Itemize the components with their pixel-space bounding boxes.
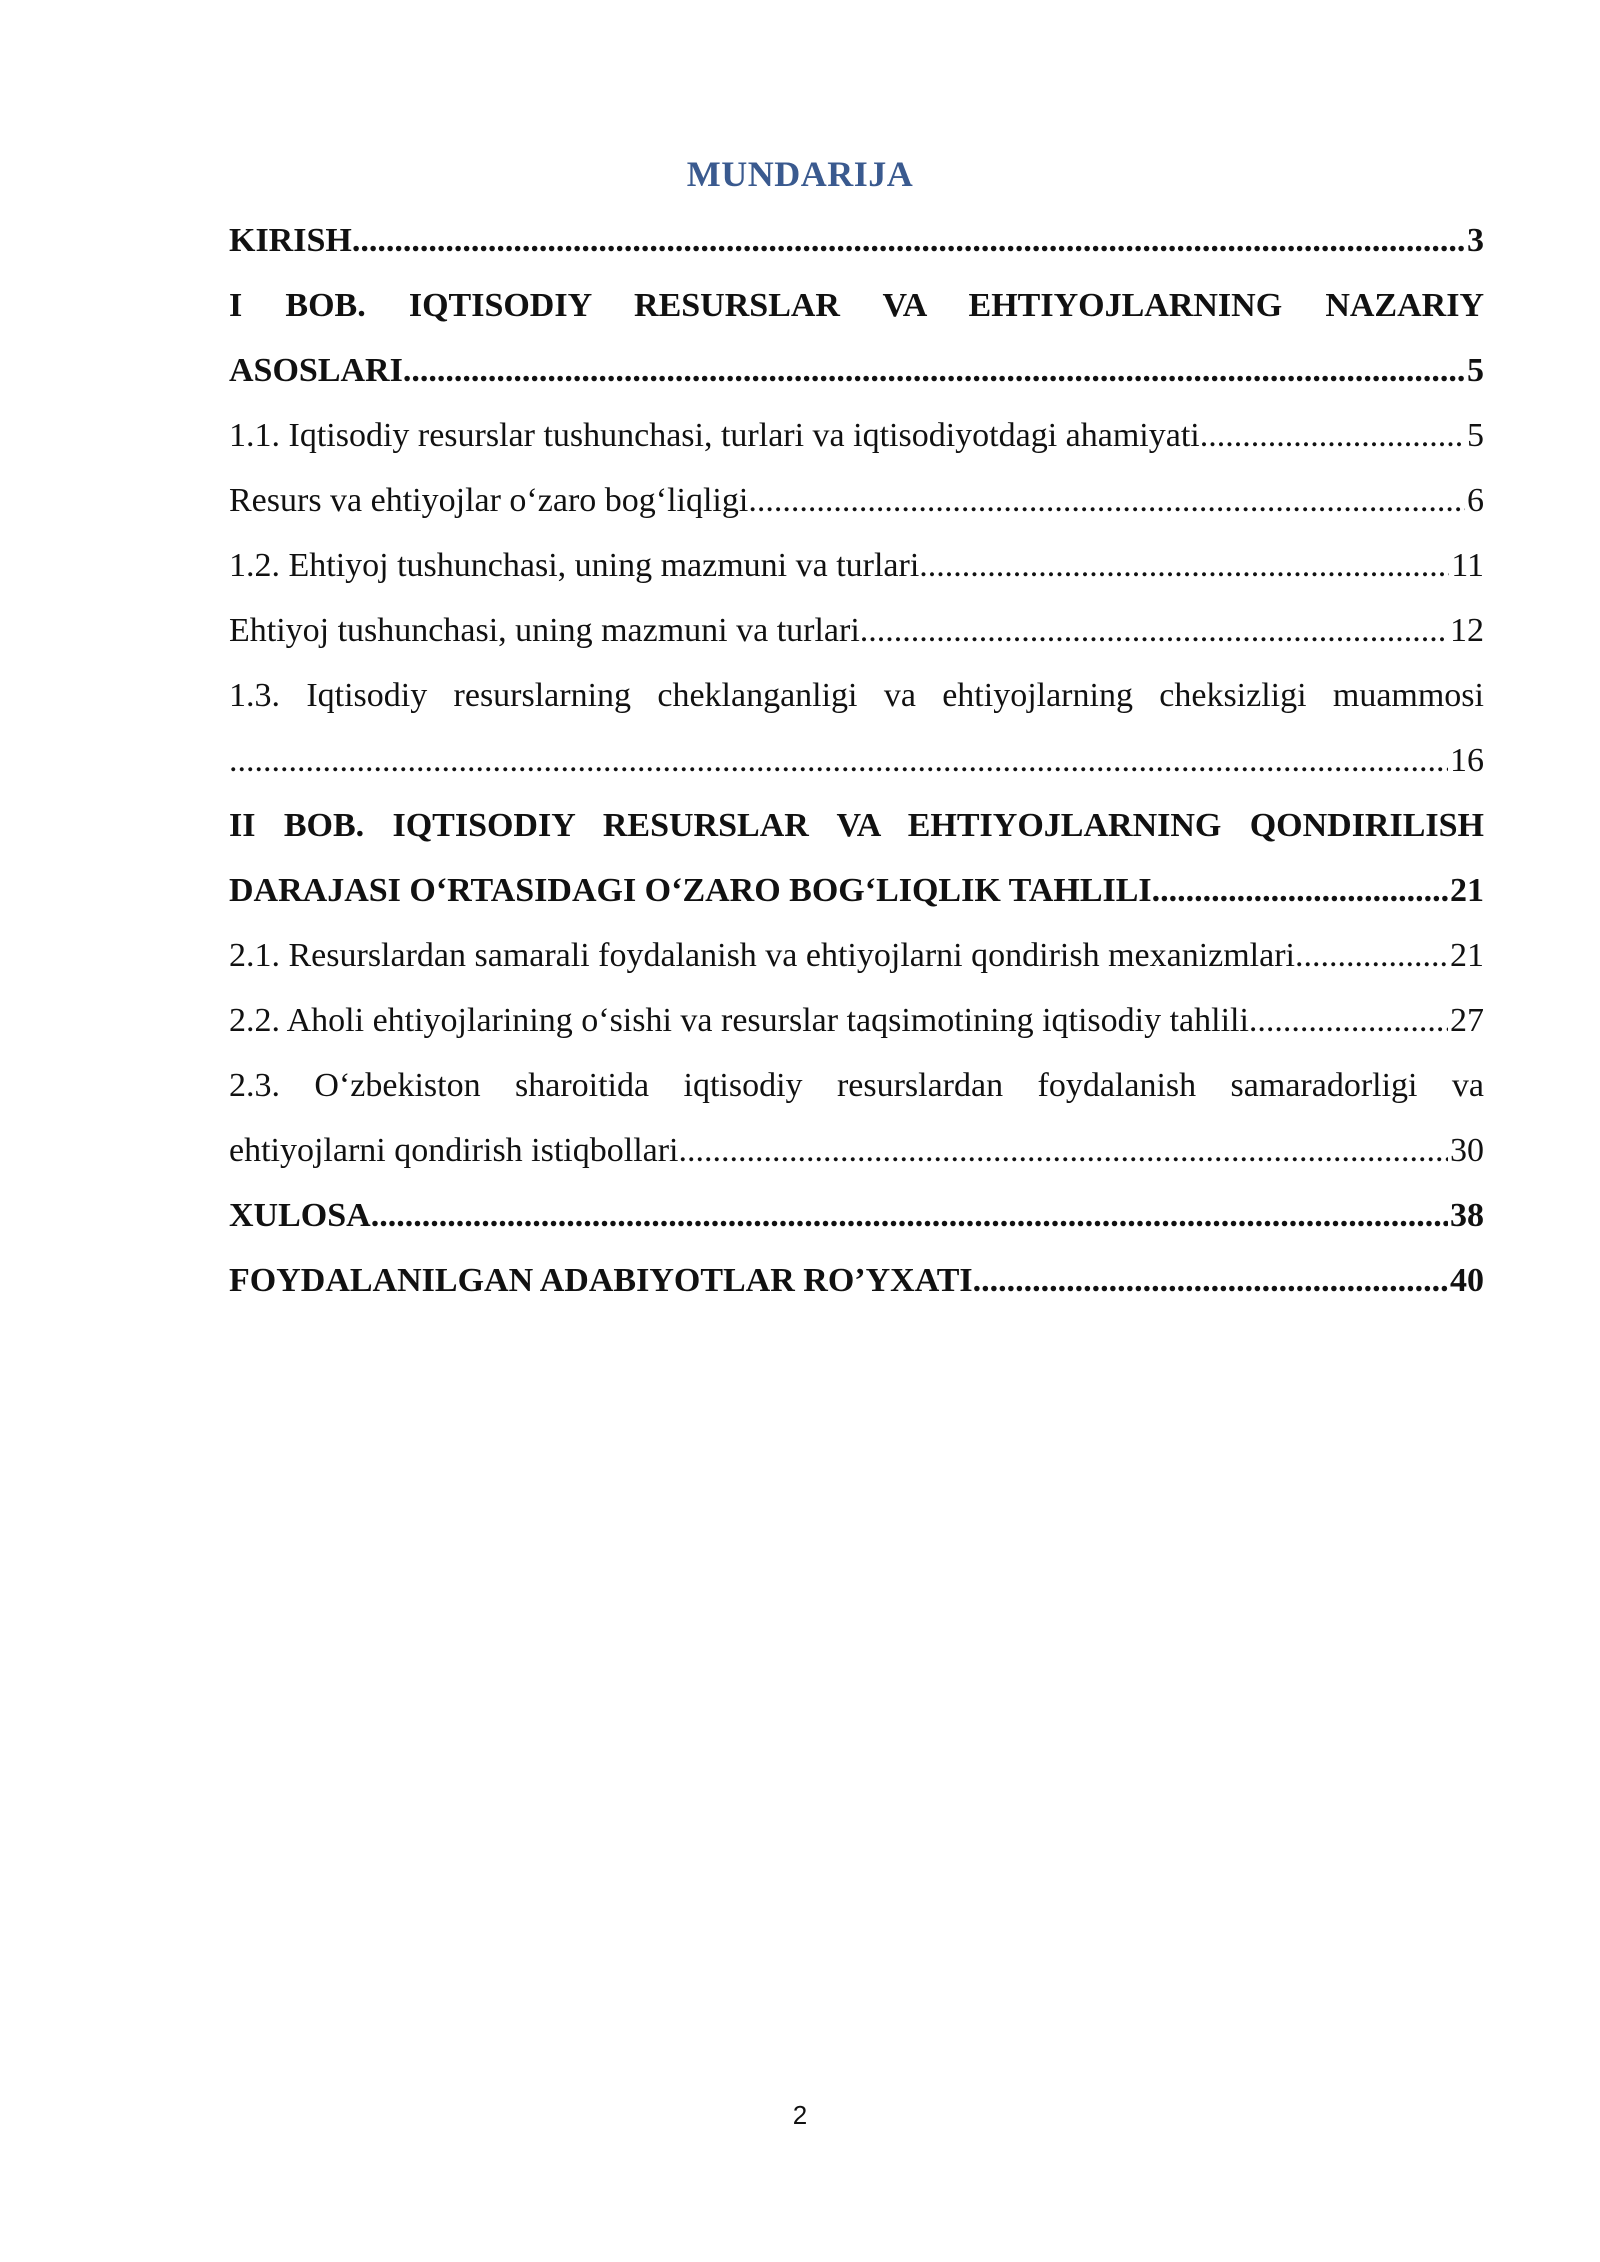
- toc-leader: [748, 468, 1465, 533]
- toc-entry-title: Resurs va ehtiyojlar o‘zaro bog‘liqligi: [229, 482, 749, 519]
- toc-entry[interactable]: [229, 208, 1484, 273]
- toc-entry-title: 2.3. O‘zbekiston sharoitida iqtisodiy resurslardan foydalanish samaradorligi va: [229, 1067, 1484, 1104]
- toc-entry-title: Ehtiyoj tushunchasi, uning mazmuni va turlari: [229, 612, 860, 649]
- toc-entry[interactable]: [229, 468, 1484, 533]
- page-number: 2: [792, 2100, 808, 2130]
- toc-entry-title: FOYDALANILGAN ADABIYOTLAR RO’YXATI: [229, 1262, 973, 1299]
- toc-entry[interactable]: [229, 598, 1484, 663]
- toc-entry-page: 21: [1450, 937, 1484, 974]
- toc-entry-page: 6: [1467, 482, 1484, 519]
- toc-leader: [371, 1183, 1448, 1248]
- toc-leader: [1152, 858, 1448, 923]
- toc-entry-title: II BOB. IQTISODIY RESURSLAR VA EHTIYOJLARNING QONDIRILISH: [229, 807, 1484, 844]
- toc-entry[interactable]: [229, 793, 1484, 858]
- toc-entry-title: 1.1. Iqtisodiy resurslar tushunchasi, turlari va iqtisodiyotdagi ahamiyati: [229, 417, 1200, 454]
- toc-entry-page: 27: [1450, 1002, 1484, 1039]
- toc-entry-page: 40: [1450, 1262, 1484, 1299]
- toc-entry-page: 5: [1467, 352, 1484, 389]
- toc-entry-title: ASOSLARI: [229, 352, 403, 389]
- toc-leader: [403, 338, 1465, 403]
- toc-leader: [229, 728, 1448, 793]
- toc-entry-page: 30: [1450, 1132, 1484, 1169]
- toc-entry-title: DARAJASI O‘RTASIDAGI O‘ZARO BOG‘LIQLIK TAHLILI: [229, 872, 1152, 909]
- toc-entry[interactable]: [229, 1248, 1484, 1313]
- toc-entry-title: KIRISH: [229, 222, 352, 259]
- toc-entry[interactable]: [229, 1118, 1484, 1183]
- toc-entry[interactable]: [229, 858, 1484, 923]
- toc-leader: [860, 598, 1448, 663]
- toc-leader: [679, 1118, 1448, 1183]
- toc-entry-title: 1.3. Iqtisodiy resurslarning cheklanganligi va ehtiyojlarning cheksizligi muammosi: [229, 677, 1484, 714]
- toc-entry-page: 16: [1450, 742, 1484, 779]
- toc-entry[interactable]: [229, 663, 1484, 728]
- toc-leader: [1200, 403, 1465, 468]
- toc-entry[interactable]: [229, 338, 1484, 403]
- toc-entry-title: 2.2. Aholi ehtiyojlarining o‘sishi va resurslar taqsimotining iqtisodiy tahlili: [229, 1002, 1249, 1039]
- toc-entry[interactable]: [229, 403, 1484, 468]
- toc-leader: [1249, 988, 1448, 1053]
- toc-entry[interactable]: [229, 1183, 1484, 1248]
- document-title: MUNDARIJA: [686, 154, 914, 194]
- toc-leader: [973, 1248, 1448, 1313]
- toc-entry-title: 1.2. Ehtiyoj tushunchasi, uning mazmuni va turlari: [229, 547, 920, 584]
- toc-entry-page: 21: [1450, 872, 1484, 909]
- table-of-contents: [229, 208, 1484, 1313]
- toc-leader: [352, 208, 1465, 273]
- toc-entry-title: 2.1. Resurslardan samarali foydalanish va ehtiyojlarni qondirish mexanizmlari: [229, 937, 1295, 974]
- toc-entry[interactable]: [229, 923, 1484, 988]
- toc-entry-page: 11: [1451, 547, 1484, 584]
- toc-entry-title: XULOSA: [229, 1197, 371, 1234]
- toc-entry-page: 5: [1467, 417, 1484, 454]
- toc-entry-page: 3: [1467, 222, 1484, 259]
- toc-leader: [1295, 923, 1448, 988]
- toc-entry-page: 38: [1450, 1197, 1484, 1234]
- toc-entry[interactable]: [229, 1053, 1484, 1118]
- toc-leader: [919, 533, 1449, 598]
- toc-entry[interactable]: [229, 728, 1484, 793]
- toc-entry-page: 12: [1450, 612, 1484, 649]
- toc-entry[interactable]: [229, 273, 1484, 338]
- toc-entry-title: ehtiyojlarni qondirish istiqbollari: [229, 1132, 679, 1169]
- toc-entry[interactable]: [229, 533, 1484, 598]
- toc-entry[interactable]: [229, 988, 1484, 1053]
- toc-entry-title: I BOB. IQTISODIY RESURSLAR VA EHTIYOJLARNING NAZARIY: [229, 287, 1484, 324]
